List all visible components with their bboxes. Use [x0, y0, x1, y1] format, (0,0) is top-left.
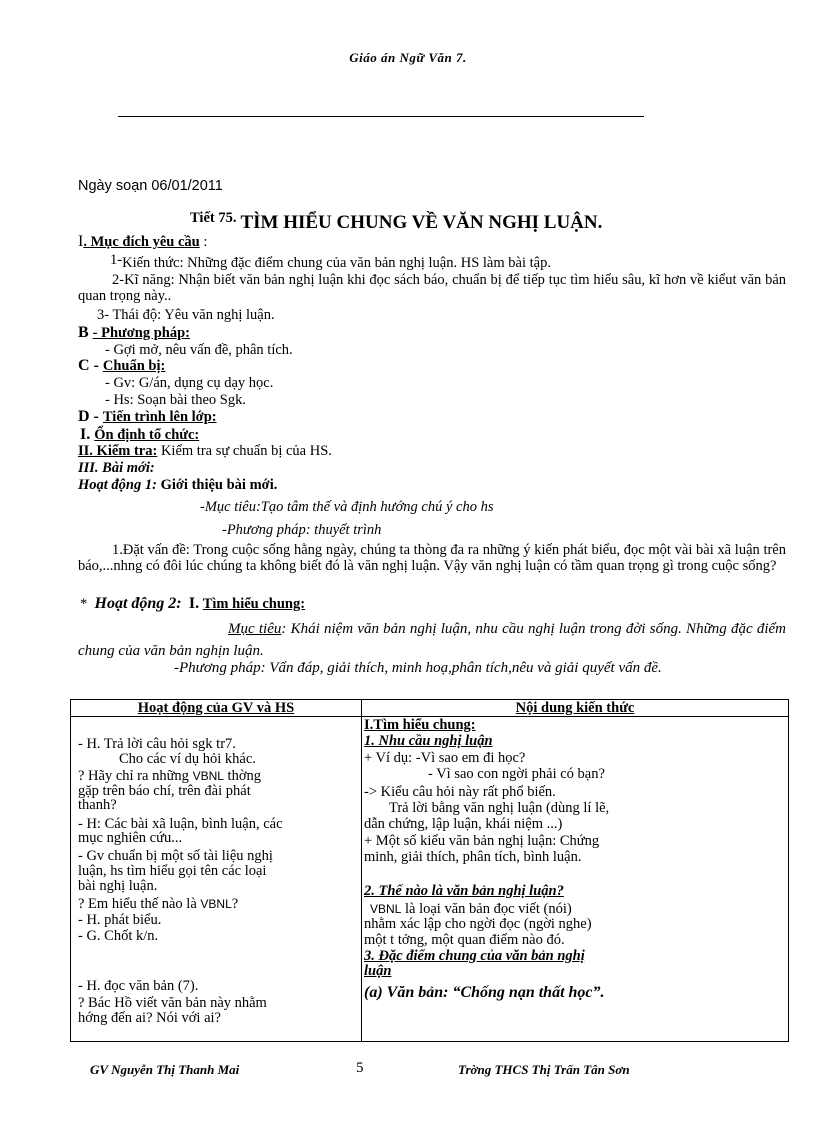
method-item: - Gợi mở, nêu vấn đề, phân tích. [105, 342, 293, 358]
goal-skill: 2-Kĩ năng: Nhận biết văn bản nghị luận khi đọc sách báo, chuẩn bị để tiếp tục tìm hiểu sâu, kĩ hơn về kiểut văn bản quan trọng này.. [78, 272, 786, 304]
content-subheading: 1. Nhu cầu nghị luận [364, 733, 493, 749]
content-text-title: (a) Văn bản: “Chống nạn thất học”. [364, 984, 605, 1001]
list-item: ? Em hiểu thế nào là VBNL? [78, 896, 239, 912]
goal-knowledge: 1-Kiến thức: Những đặc điểm chung của văn bản nghị luận. HS làm bài tập. [110, 252, 551, 271]
list-item: gặp trên báo chí, trên đài phát [78, 783, 251, 799]
footer-author: GV Nguyễn Thị Thanh Mai [90, 1062, 240, 1077]
content-subheading: 3. Đặc điểm chung của văn bản nghị [364, 948, 585, 964]
activity-1-heading: Hoạt động 1: Giới thiệu bài mới. [78, 477, 278, 493]
list-item: nhằm xác lập cho ngời đọc (ngời nghe) [364, 916, 592, 932]
content-heading: I.Tìm hiểu chung: [364, 717, 476, 733]
page-number: 5 [356, 1060, 364, 1076]
step-1: I. Ổn định tổ chức: [80, 426, 200, 443]
section-d-heading: D - Tiến trình lên lớp: [78, 408, 217, 425]
page-header: Giáo án Ngữ Văn 7. [349, 50, 467, 65]
section-b-heading: B - Phương pháp: [78, 324, 190, 341]
header-rule [118, 116, 644, 117]
list-item: - H. đọc văn bản (7). [78, 978, 199, 994]
list-item: luận, hs tìm hiểu gọi tên các loại [78, 863, 267, 879]
list-item: minh, giải thích, phân tích, bình luận. [364, 849, 582, 865]
content-subheading: luận [364, 963, 392, 979]
list-item: - H. phát biểu. [78, 912, 162, 928]
list-item: hớng đến ai? Nói với ai? [78, 1010, 221, 1026]
list-item: bài nghị luận. [78, 878, 158, 894]
list-item: dẫn chứng, lập luận, khái niệm ...) [364, 816, 563, 832]
list-item: ? Bác Hồ viết văn bản này nhằm [78, 995, 267, 1011]
content-cell [362, 717, 789, 1042]
step-3: III. Bài mới: [78, 460, 155, 476]
list-item: - Gv chuẩn bị một số tài liệu nghị [78, 848, 273, 864]
activities-cell [71, 717, 362, 1042]
list-item: một t tởng, một quan điểm nào đó. [364, 932, 565, 948]
prep-hs: - Hs: Soạn bài theo Sgk. [105, 392, 246, 408]
footer-school: Trờng THCS Thị Trấn Tân Sơn [458, 1062, 630, 1077]
list-item: - Vì sao con ngời phải có bạn? [428, 766, 605, 782]
col-header-activities: Hoạt động của GV và HS [71, 700, 362, 717]
activity-2-goal: Mục tiêu: Khái niệm văn bản nghị luận, nhu cầu nghị luận trong đời sống. Những đặc điểm chung của văn bản nghịn luận. [78, 621, 786, 659]
activity-1-intro: 1.Đặt vấn đề: Trong cuộc sống hằng ngày, chúng ta thòng đa ra những ý kiến phát biểu, đọc một vài bài xã luận trên báo,...nhng có đôi lúc chúng ta không biết đó là văn nghị luận. Vậy văn nghị luận có tầm quan trọng gì trong cuộc sống? [78, 542, 786, 574]
section-i-heading: I. Mục đích yêu cầu : [78, 233, 208, 250]
activity-1-method: -Phương pháp: thuyết trình [222, 522, 382, 538]
step-2: II. Kiểm tra: Kiểm tra sự chuẩn bị của HS. [78, 443, 332, 459]
list-item: - H: Các bài xã luận, bình luận, các [78, 816, 283, 832]
lesson-table [70, 699, 789, 1042]
list-item: VBNL là loại văn bản đọc viết (nói) [370, 901, 572, 917]
list-item: + Ví dụ: -Vì sao em đi học? [364, 750, 526, 766]
activity-2-heading: * Hoạt động 2: I. Tìm hiểu chung: [80, 595, 306, 612]
goal-attitude: 3- Thái độ: Yêu văn nghị luận. [97, 307, 275, 323]
list-item: + Một số kiểu văn bản nghị luận: Chứng [364, 833, 600, 849]
prep-gv: - Gv: G/án, dụng cụ dạy học. [105, 375, 274, 391]
list-item: -> Kiểu câu hỏi này rất phổ biến. [364, 784, 556, 800]
lesson-number: Tiết 75. [190, 210, 237, 226]
list-item: thanh? [78, 797, 117, 813]
list-item: Trả lời bằng văn nghị luận (dùng lí lẽ, [389, 800, 610, 816]
list-item: ? Hãy chỉ ra những VBNL thờng [78, 768, 261, 784]
list-item: mục nghiên cứu... [78, 830, 183, 846]
lesson-title-text: TÌM HIỂU CHUNG VỀ VĂN NGHỊ LUẬN. [240, 212, 603, 233]
lesson-title [190, 212, 602, 234]
activity-2-method: -Phương pháp: Vấn đáp, giải thích, minh hoạ,phân tích,nêu và giải quyết vấn đề. [174, 660, 662, 676]
section-c-heading: C - Chuẩn bị: [78, 357, 166, 374]
list-item: - H. Trả lời câu hỏi sgk tr7. [78, 736, 236, 752]
list-item: - G. Chốt k/n. [78, 928, 159, 944]
col-header-content: Nội dung kiến thức [362, 700, 789, 717]
content-subheading: 2. Thế nào là văn bản nghị luận? [364, 883, 564, 899]
date-line: Ngày soạn 06/01/2011 [78, 178, 223, 194]
list-item: Cho các ví dụ hỏi khác. [119, 751, 256, 767]
activity-1-goal: -Mục tiêu:Tạo tâm thế và định hướng chú ý cho hs [200, 499, 494, 515]
